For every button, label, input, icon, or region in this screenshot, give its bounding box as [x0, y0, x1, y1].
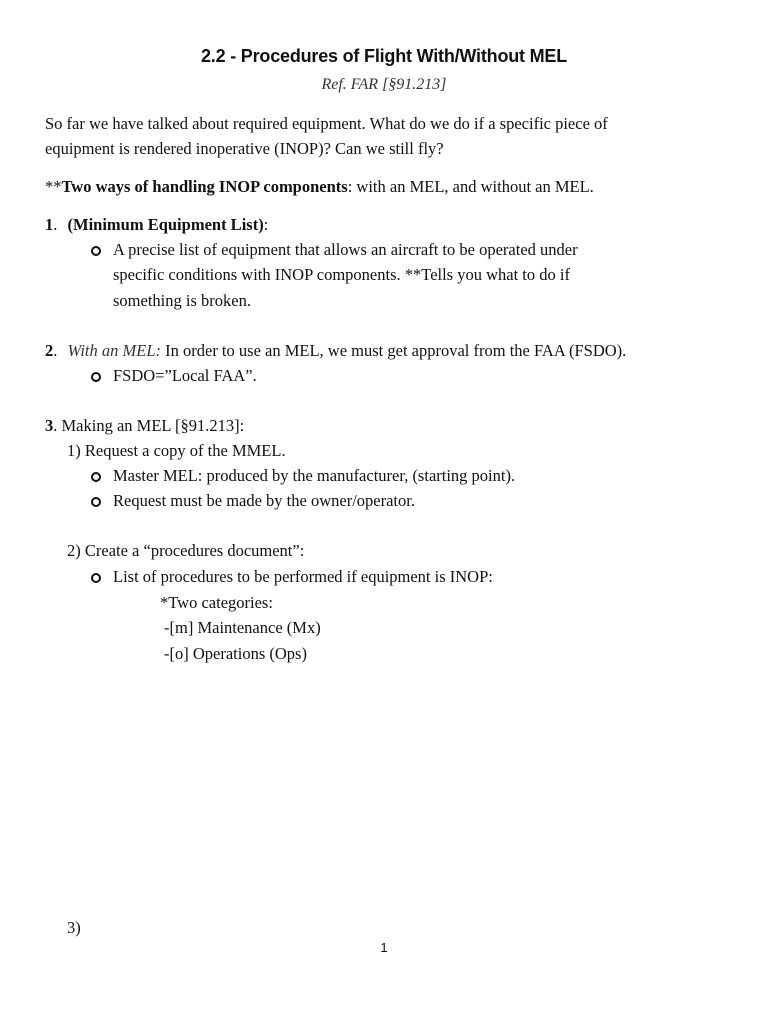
item-3-text: . Making an MEL [§91.213]:: [53, 416, 245, 435]
item-3-heading: [45, 416, 244, 436]
item-2-italic: With an MEL:: [67, 341, 161, 360]
item-2-dot: .: [53, 341, 58, 360]
item-3-step-2: 2) Create a “procedures document”:: [67, 541, 305, 560]
two-ways-bold: Two ways of handling INOP components: [61, 177, 348, 196]
step-1-bullet-2: Request must be made by the owner/operator.: [113, 491, 415, 510]
two-ways-rest: : with an MEL, and without an MEL.: [347, 177, 594, 196]
item-1-heading: [45, 215, 268, 235]
intro-line-2: equipment is rendered inoperative (INOP)? Can we still fly?: [45, 139, 444, 158]
reference-line: Ref. FAR [§91.213]: [321, 76, 447, 93]
item-2-heading: [45, 341, 626, 361]
item-1-bullet-line-2: specific conditions with INOP components. **Tells you what to do if: [113, 265, 570, 284]
bullet-icon: [91, 246, 101, 256]
step-1-bullet-1: Master MEL: produced by the manufacturer, (starting point).: [113, 466, 516, 485]
two-ways-prefix: **: [45, 177, 62, 196]
category-maintenance: -[m] Maintenance (Mx): [164, 618, 321, 637]
two-ways-line: [45, 177, 594, 197]
page-title: 2.2 - Procedures of Flight With/Without MEL: [200, 46, 568, 66]
item-1-bullet-line-1: A precise list of equipment that allows an aircraft to be operated under: [113, 240, 578, 259]
item-1-bullet-line-3: something is broken.: [113, 291, 251, 310]
category-operations: -[o] Operations (Ops): [164, 644, 307, 663]
item-1-colon: :: [263, 215, 269, 234]
bullet-icon: [91, 372, 101, 382]
bullet-icon: [91, 497, 101, 507]
item-1-title: (Minimum Equipment List): [67, 215, 264, 234]
categories-heading: *Two categories:: [160, 593, 273, 612]
intro-line-1: So far we have talked about required equipment. What do we do if a specific piece of: [45, 114, 608, 133]
item-1-number: 1: [45, 215, 54, 234]
item-3-step-3: 3): [67, 918, 81, 937]
bullet-icon: [91, 573, 101, 583]
item-2-bullet: FSDO=”Local FAA”.: [113, 366, 257, 385]
item-3-number: 3: [45, 416, 54, 435]
page-number: 1: [380, 940, 388, 955]
item-3-step-1: 1) Request a copy of the MMEL.: [67, 441, 286, 460]
bullet-icon: [91, 472, 101, 482]
item-1-dot: .: [53, 215, 58, 234]
item-2-number: 2: [45, 341, 54, 360]
item-2-text: In order to use an MEL, we must get approval from the FAA (FSDO).: [161, 341, 627, 360]
step-2-bullet: List of procedures to be performed if equipment is INOP:: [113, 567, 493, 586]
